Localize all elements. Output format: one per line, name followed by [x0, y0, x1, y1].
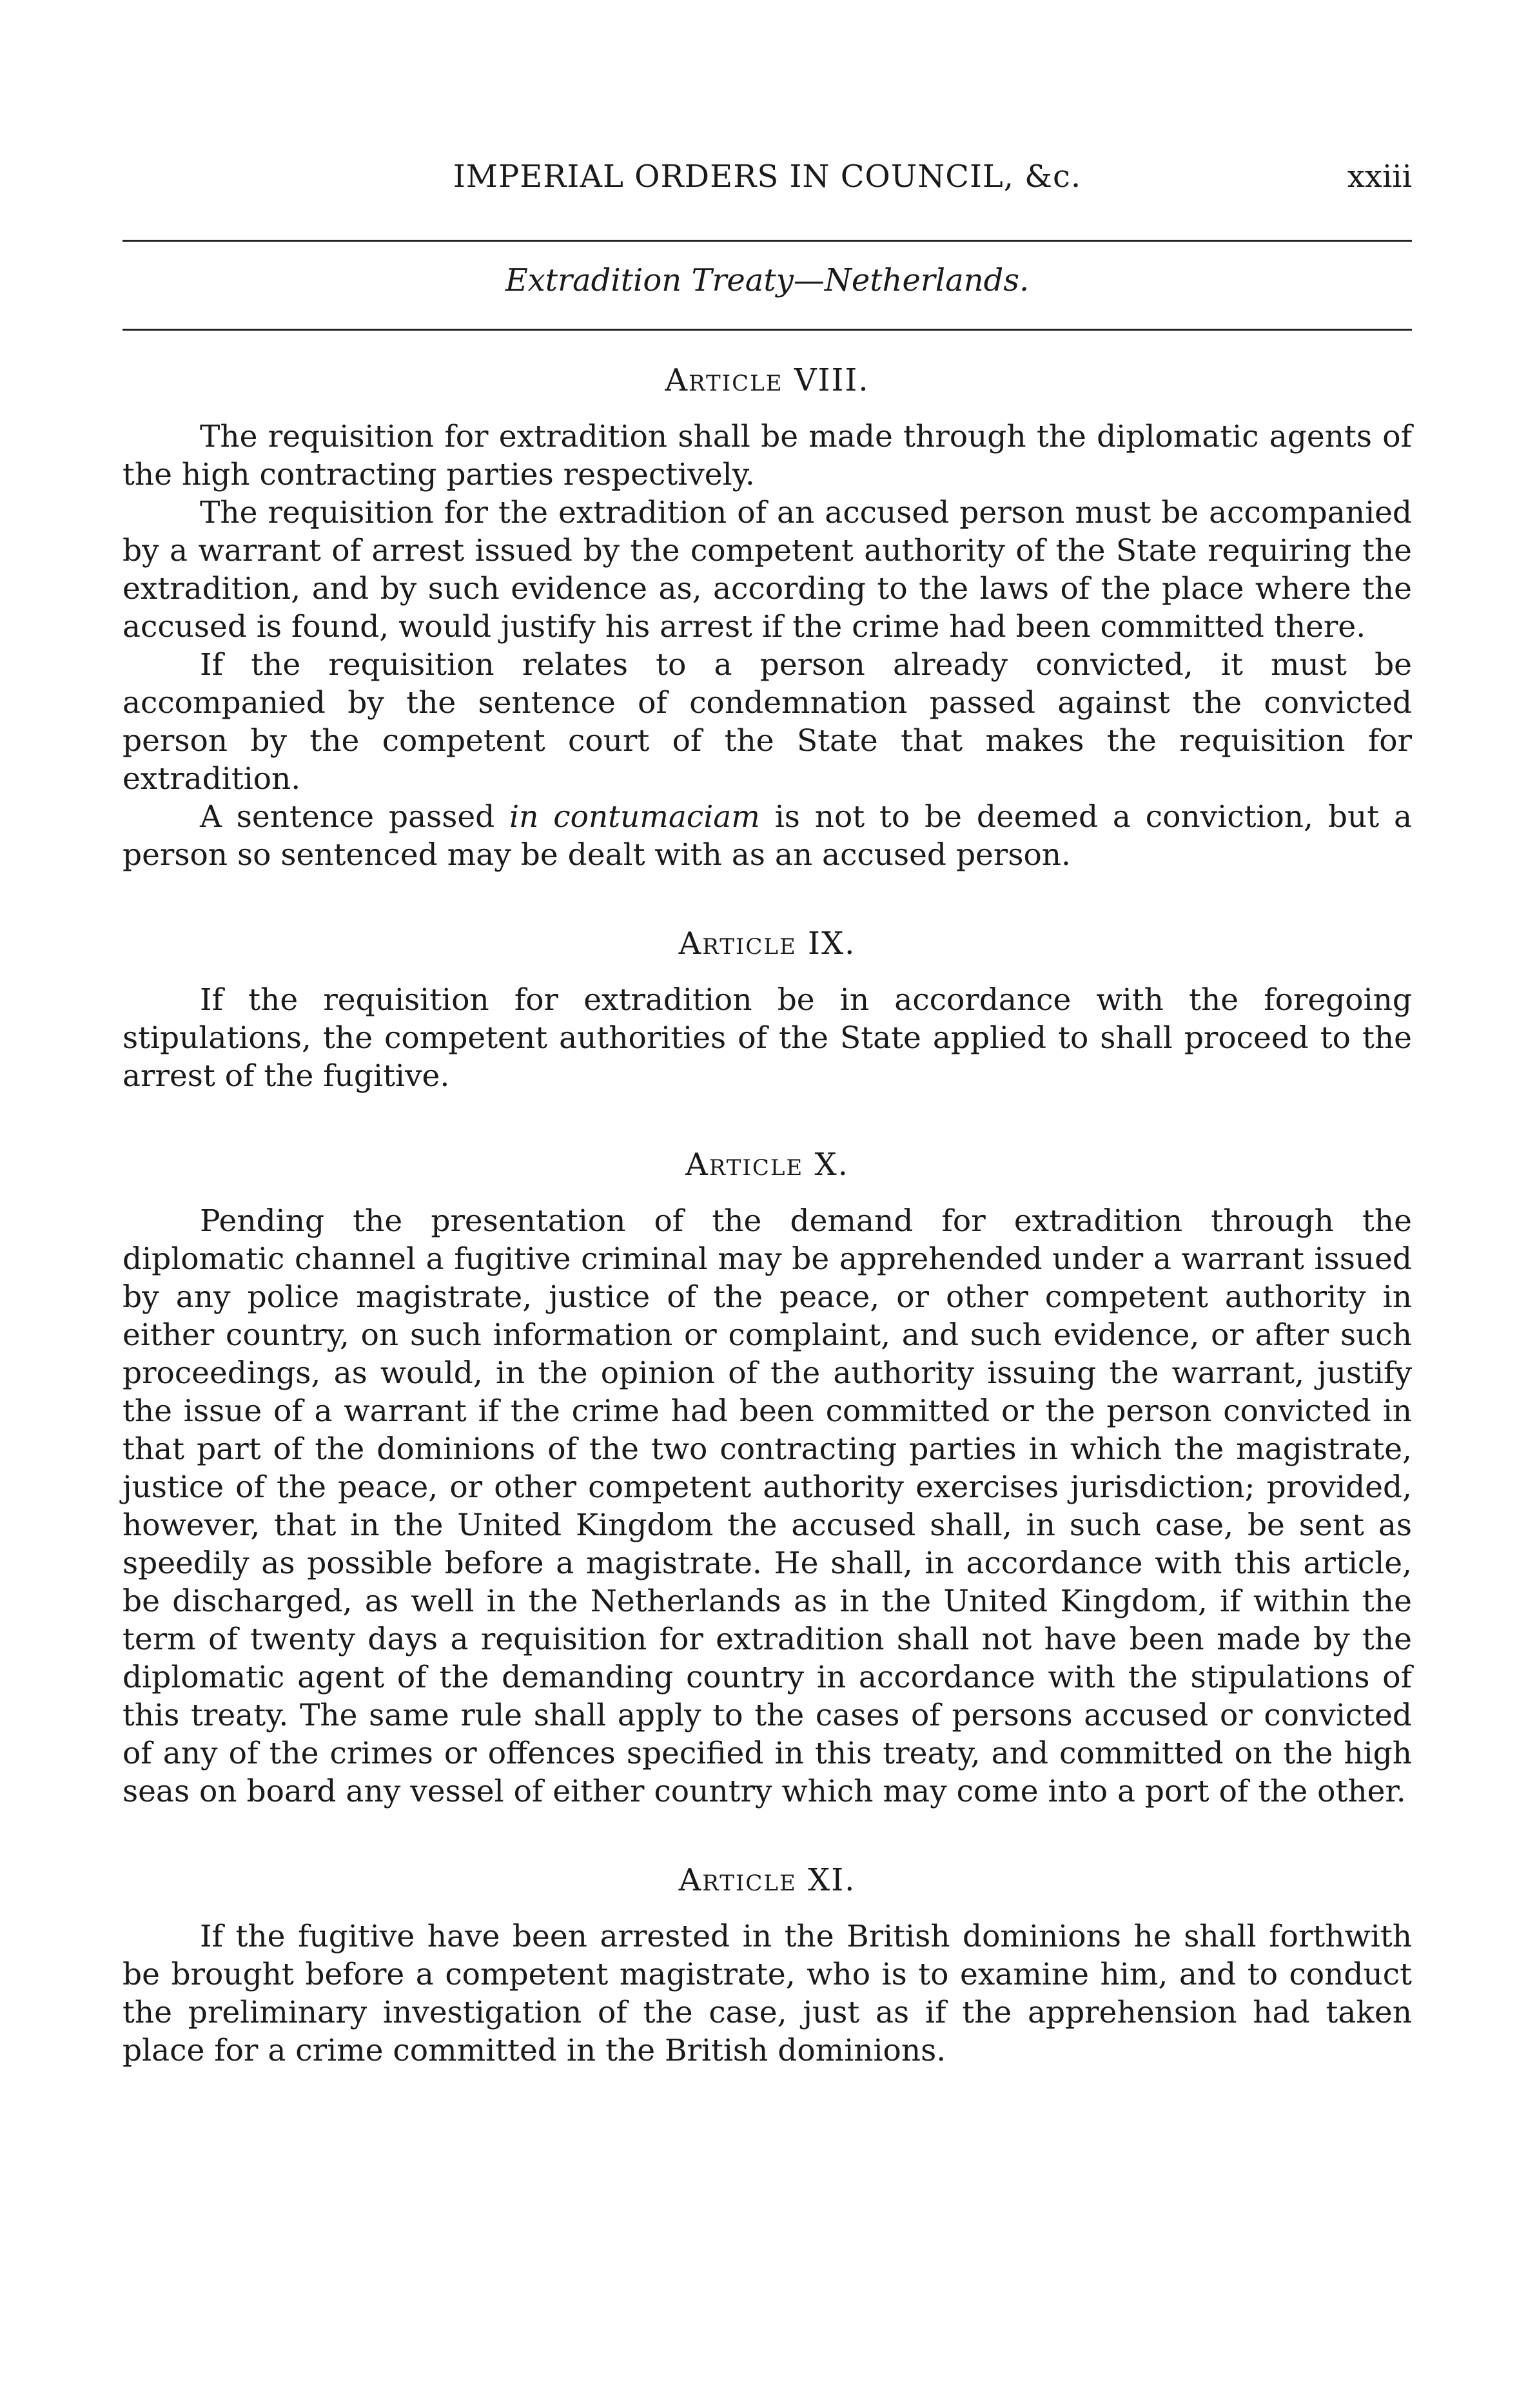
- document-body: [122, 361, 1412, 2070]
- article-heading: Article XI.: [678, 1862, 856, 1898]
- article-heading: Article X.: [685, 1147, 849, 1183]
- paragraph: If the requisition for extradition be in accordance with the foregoing stipulations, the competent authorities of the State applied to shall proceed to the arrest of the fugitive.: [122, 982, 1412, 1094]
- text-run: is not to be deemed a conviction, but a person so sentenced may be dealt with as an accused person.: [122, 799, 1412, 873]
- header-rule-top: [122, 240, 1412, 242]
- italic-phrase: in contumaciam: [509, 799, 760, 835]
- paragraph: The requisition for the extradition of an accused person must be accompanied by a warrant of arrest issued by the competent authority of the State requiring the extradition, and by such evidence as, according to the laws of the place where the accused is found, would justify his arrest if the crime had been committed there.: [122, 495, 1412, 645]
- header-rule-bottom: [122, 329, 1412, 331]
- section-subtitle: Extradition Treaty—Netherlands.: [505, 262, 1030, 298]
- page-header: [122, 157, 1412, 202]
- paragraph: If the requisition relates to a person already convicted, it must be accompanied by the sentence of condemnation passed against the convicted person by the competent court of the State that makes the requisition for extradition.: [122, 647, 1412, 797]
- article-heading: Article IX.: [678, 926, 856, 962]
- article-xi: [122, 1861, 1412, 2070]
- article-viii: [122, 361, 1412, 874]
- article-ix: [122, 924, 1412, 1095]
- article-heading: Article VIII.: [665, 362, 870, 398]
- page-number: xxiii: [1347, 159, 1412, 195]
- running-title: IMPERIAL ORDERS IN COUNCIL, &c.: [453, 159, 1082, 195]
- paragraph: The requisition for extradition shall be made through the diplomatic agents of the high contracting parties respectively.: [122, 419, 1412, 492]
- paragraph: [122, 798, 1412, 874]
- paragraph: Pending the presentation of the demand for extradition through the diplomatic channel a fugitive criminal may be apprehended under a warrant issued by any police magistrate, justice of the peace, or other competent authority in either country, on such information or complaint, and such evidence, or after such proceedings, as would, in the opinion of the authority issuing the warrant, justify the issue of a warrant if the crime had been committed or the person convicted in that part of the dominions of the two contracting parties in which the magistrate, justice of the peace, or other competent authority exercises jurisdiction; provided, however, that in the United Kingdom the accused shall, in such case, be sent as speedily as possible before a magistrate. He shall, in accordance with this article, be discharged, as well in the Netherlands as in the United Kingdom, if within the term of twenty days a requisition for extradition shall not have been made by the diplomatic agent of the demanding country in accordance with the stipulations of this treaty. The same rule shall apply to the cases of persons accused or convicted of any of the crimes or offences specified in this treaty, and committed on the high seas on board any vessel of either country which may come into a port of the other.: [122, 1203, 1412, 1809]
- text-run: A sentence passed: [200, 799, 510, 835]
- article-x: [122, 1145, 1412, 1811]
- paragraph: If the fugitive have been arrested in the British dominions he shall forthwith be brought before a competent magistrate, who is to examine him, and to conduct the preliminary investigation of the case, just as if the apprehension had taken place for a crime committed in the British dominions.: [122, 1919, 1412, 2068]
